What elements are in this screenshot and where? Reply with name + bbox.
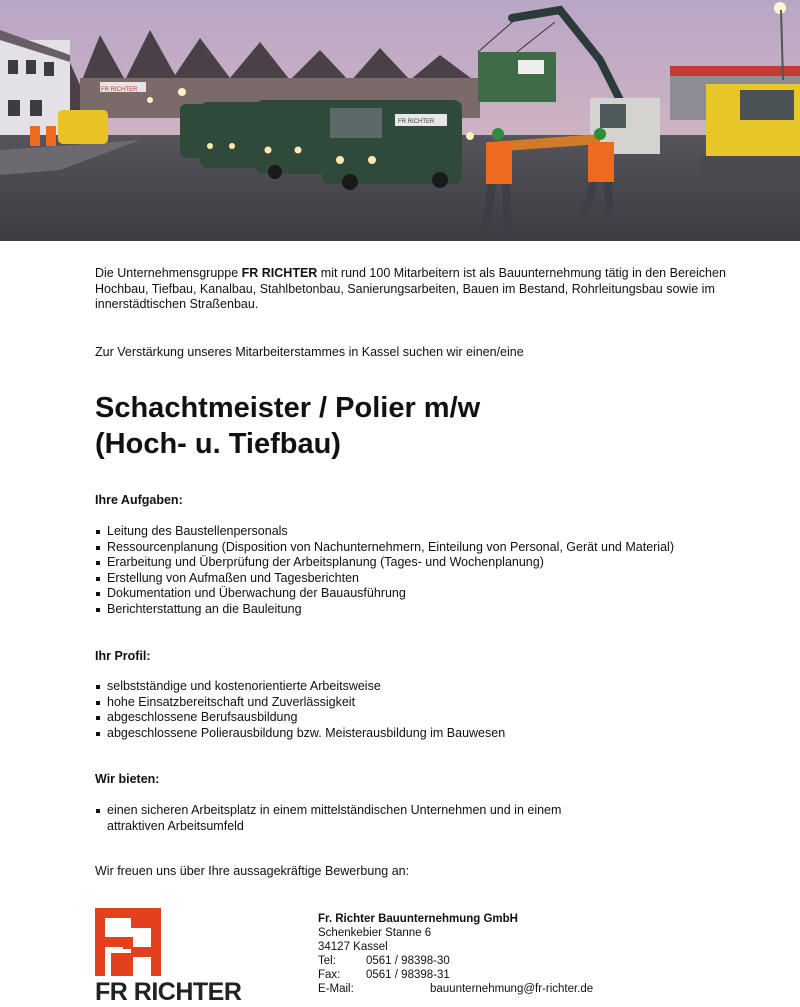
profile-list [95, 679, 505, 741]
contact-city: 34127 Kassel [318, 941, 388, 953]
hero-photo [0, 0, 800, 241]
list-item: selbstständige und kostenorientierte Arbeitsweise [95, 679, 505, 695]
list-item: hohe Einsatzbereitschaft und Zuverlässigkeit [95, 695, 505, 711]
job-title-line2: (Hoch- u. Tiefbau) [95, 428, 341, 460]
list-item: Erstellung von Aufmaßen und Tagesberichten [95, 571, 674, 587]
offer-list [95, 803, 561, 834]
fax-label: Fax: [318, 969, 341, 981]
list-item: Dokumentation und Überwachung der Bauausführung [95, 586, 674, 602]
list-item: Ressourcenplanung (Disposition von Nachunternehmern, Einteilung von Personal, Gerät und Material) [95, 540, 674, 556]
logo-wordmark: FR RICHTER [95, 978, 242, 1006]
tasks-list [95, 524, 674, 617]
closing-text: Wir freuen uns über Ihre aussagekräftige Bewerbung an: [95, 864, 410, 878]
intro-paragraph [95, 266, 735, 313]
lead-text: Zur Verstärkung unseres Mitarbeiterstammes in Kassel suchen wir einen/eine [95, 345, 524, 359]
intro-company: FR RICHTER [241, 266, 318, 280]
tel-value: 0561 / 98398-30 [366, 955, 450, 967]
offer-heading: Wir bieten: [95, 772, 160, 786]
fax-value: 0561 / 98398-31 [366, 969, 450, 981]
hanging-container [478, 52, 556, 102]
list-item [95, 803, 561, 834]
list-item: abgeschlossene Polierausbildung bzw. Meisterausbildung im Bauwesen [95, 726, 505, 742]
intro-after: mit rund 100 Mitarbeitern ist als Bauunternehmung tätig in den Bereichen Hochbau, Tiefbau, Kanalbau, Stahlbetonbau, Sanierungsarbeiten, Bauen im Bestand, Rohrleitungsbau sowie im innerstädtischen Straßenbau. [95, 266, 726, 311]
tasks-heading: Ihre Aufgaben: [95, 493, 183, 507]
list-item: Erarbeitung und Überprüfung der Arbeitsplanung (Tages- und Wochenplanung) [95, 555, 674, 571]
email-label: E-Mail: [318, 983, 354, 995]
contact-email-row [318, 982, 593, 996]
job-title-line1: Schachtmeister / Polier m/w [95, 392, 481, 424]
list-item: abgeschlossene Berufsausbildung [95, 710, 505, 726]
hero-trailer-label: FR RICHTER [101, 87, 138, 93]
hero-van-label: FR RICHTER [398, 119, 435, 125]
offer-line1: einen sicheren Arbeitsplatz in einem mittelständischen Unternehmen und in einem [107, 803, 562, 817]
tel-label: Tel: [318, 955, 336, 967]
intro-before: Die Unternehmensgruppe [95, 266, 242, 280]
profile-heading: Ihr Profil: [95, 649, 151, 663]
job-title [95, 390, 480, 462]
contact-tel-row [318, 954, 593, 968]
list-item: Berichterstattung an die Bauleitung [95, 602, 674, 618]
list-item: Leitung des Baustellenpersonals [95, 524, 674, 540]
email-link[interactable]: bauunternehmung@fr-richter.de [430, 983, 594, 995]
contact-company: Fr. Richter Bauunternehmung GmbH [318, 913, 518, 925]
contact-block [318, 912, 593, 996]
contact-street: Schenkebier Stanne 6 [318, 927, 432, 939]
contact-fax-row [318, 968, 593, 982]
offer-line2: attraktiven Arbeitsumfeld [107, 818, 244, 833]
